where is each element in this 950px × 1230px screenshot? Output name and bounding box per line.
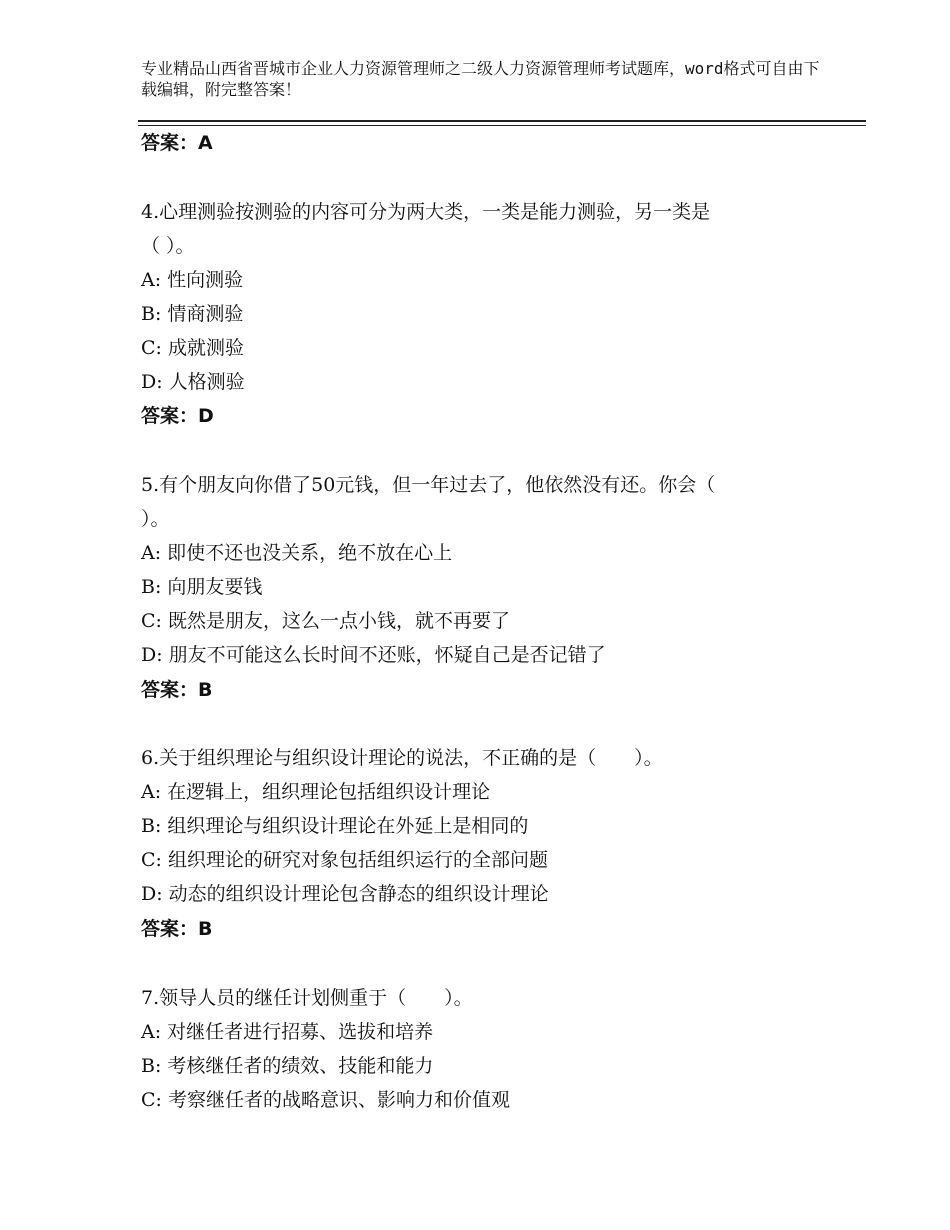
question-7-stem: 7.领导人员的继任计划侧重于（ ）。 (141, 987, 473, 1009)
question-6-stem: 6.关于组织理论与组织设计理论的说法，不正确的是（ ）。 (141, 747, 663, 769)
question-4-option-c: C: 成就测验 (141, 337, 244, 359)
question-5-option-b: B: 向朋友要钱 (141, 576, 263, 598)
question-5-option-c: C: 既然是朋友，这么一点小钱，就不再要了 (141, 610, 510, 632)
question-5-option-a: A: 即使不还也没关系，绝不放在心上 (141, 542, 453, 564)
question-7-option-c: C: 考察继任者的战略意识、影响力和价值观 (141, 1089, 510, 1111)
answer-previous: 答案：A (141, 132, 213, 154)
question-6-option-b: B: 组织理论与组织设计理论在外延上是相同的 (141, 815, 529, 837)
header-rule-thick (138, 120, 866, 122)
question-6-option-d: D: 动态的组织设计理论包含静态的组织设计理论 (141, 883, 549, 905)
page-header: 专业精品山西省晋城市企业人力资源管理师之二级人力资源管理师考试题库，word格式可自由下载编辑，附完整答案！ (141, 59, 820, 99)
question-6-option-a: A: 在逻辑上，组织理论包括组织设计理论 (141, 781, 491, 803)
question-4-stem-cont: （ ）。 (141, 235, 195, 257)
question-6-option-c: C: 组织理论的研究对象包括组织运行的全部问题 (141, 849, 548, 871)
question-4-option-d: D: 人格测验 (141, 371, 245, 393)
question-7-option-a: A: 对继任者进行招募、选拔和培养 (141, 1021, 434, 1043)
question-4-option-b: B: 情商测验 (141, 303, 244, 325)
question-4-answer: 答案：D (141, 405, 214, 427)
question-5-stem-cont: ）。 (141, 508, 170, 530)
question-7-option-b: B: 考核继任者的绩效、技能和能力 (141, 1055, 434, 1077)
question-4-option-a: A: 性向测验 (141, 269, 244, 291)
question-5-answer: 答案：B (141, 679, 213, 701)
question-6-answer: 答案：B (141, 918, 213, 940)
header-rule-thin (138, 125, 866, 126)
question-5-option-d: D: 朋友不可能这么长时间不还账，怀疑自己是否记错了 (141, 644, 606, 666)
question-4-stem: 4.心理测验按测验的内容可分为两大类，一类是能力测验，另一类是 (141, 201, 711, 223)
question-5-stem: 5.有个朋友向你借了50元钱，但一年过去了，他依然没有还。你会（ (141, 474, 716, 496)
